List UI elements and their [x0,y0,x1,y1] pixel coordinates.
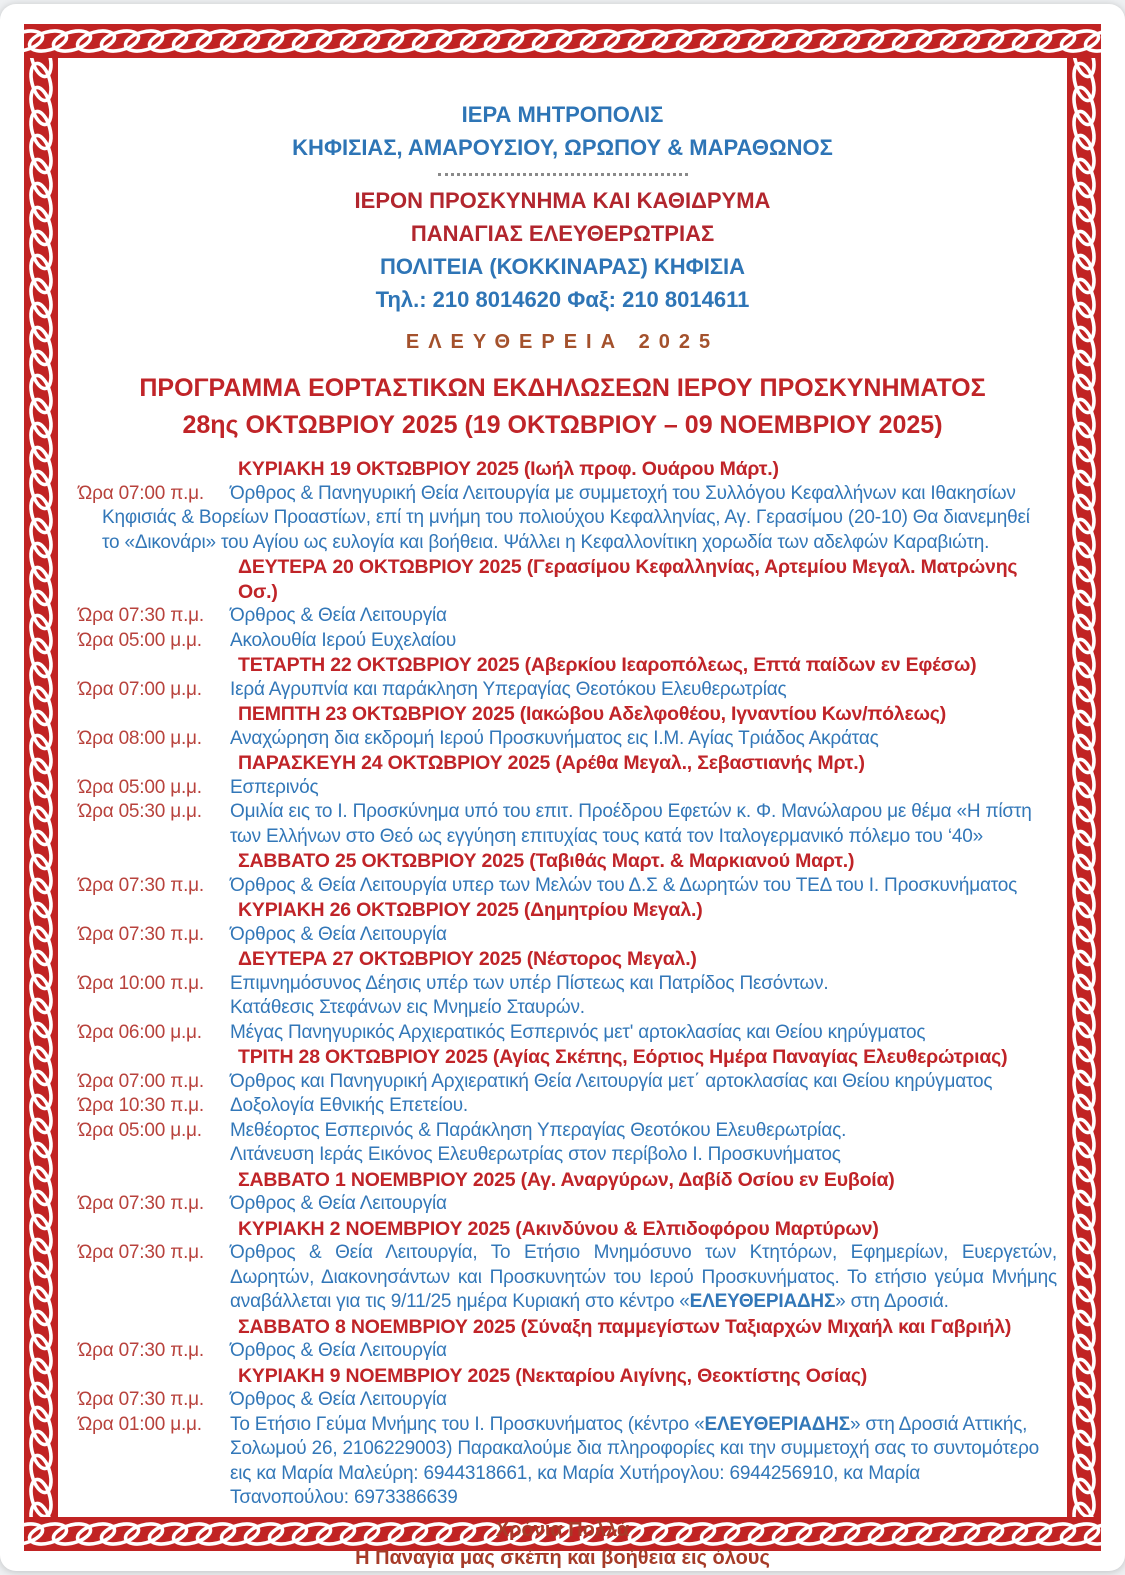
entry-time-label: Ώρα 07:30 π.μ. [78,605,205,626]
entry-line [230,678,1057,703]
event-year-title: ΕΛΕΥΘΕΡΕΙΑ 2025 [405,331,720,353]
dotted-divider [438,173,688,176]
schedule-entry [78,1094,1057,1119]
entry-line [230,1290,1057,1315]
schedule-entry [78,629,1057,654]
schedule-entry [78,1413,1057,1511]
entry-time-label: Ώρα 07:30 π.μ. [78,1389,205,1410]
schedule-entry [78,1119,1057,1168]
entry-time-label: Ώρα 07:30 π.μ. [78,1193,205,1214]
entry-time-label: Ώρα 05:30 μ.μ. [78,801,202,822]
schedule-day-header: ΚΥΡΙΑΚΗ 26 ΟΚΤΩΒΡΙΟΥ 2025 (Δημητρίου Μεγαλ.) [238,899,703,921]
entry-time-label: Ώρα 06:00 μ.μ. [78,1021,202,1043]
entry-time-label: Ώρα 05:00 μ.μ. [78,629,202,651]
entry-line [230,1388,1057,1413]
entry-line-text: Λιτάνευση Ιεράς Εικόνος Ελευθερωτρίας στον περίβολο Ι. Προσκυνήματος [230,1144,841,1165]
entry-line [230,996,1057,1021]
entry-time-label: Ώρα 07:30 π.μ. [78,1242,205,1263]
schedule-day-header: ΣΑΒΒΑΤΟ 25 ΟΚΤΩΒΡΙΟΥ 2025 (Ταβιθάς Μαρτ. & Μαρκιανού Μαρτ.) [238,850,855,872]
entry-line [230,1192,1057,1217]
entry-line-text: » στη Δροσιά Αττικής, [849,1413,1028,1435]
entry-time-label: Ώρα 10:30 π.μ. [78,1095,205,1116]
entry-time-label: Ώρα 05:00 μ.μ. [78,776,202,798]
program-title-line1: ΠΡΟΓΡΑΜΜΑ ΕΟΡΤΑΣΤΙΚΩΝ ΕΚΔΗΛΩΣΕΩΝ ΙΕΡΟΥ ΠΡΟΣΚΥΝΗΜΑΤΟΣ [139,374,986,402]
entry-line-text: Τσανοπούλου: 6973386639 [230,1487,458,1508]
schedule-entry [78,1388,1057,1413]
metropolis-subtitle: ΚΗΦΙΣΙΑΣ, ΑΜΑΡΟΥΣΙΟΥ, ΩΡΩΠΟΥ & ΜΑΡΑΘΩΝΟΣ [292,135,833,160]
entry-line [78,506,1057,531]
entry-time-label: Ώρα 05:00 μ.μ. [78,1119,202,1141]
schedule-entry [78,482,1057,556]
schedule-entry [78,800,1057,849]
schedule-day-header: ΤΕΤΑΡΤΗ 22 ΟΚΤΩΒΡΙΟΥ 2025 (Αβερκίου Ιεαροπόλεως, Επτά παίδων εν Εφέσω) [238,654,977,676]
contact-info: Τηλ.: 210 8014620 Φαξ: 210 8014611 [375,287,750,312]
footer-wish-line2: Η Παναγία μας σκέπη και βοήθεια εις όλους [355,1546,770,1569]
highlighted-venue-name: ΕΛΕΥΘΕΡΙΑΔΗΣ [704,1413,850,1435]
schedule-day-header: ΚΥΡΙΑΚΗ 2 ΝΟΕΜΒΡΙΟΥ 2025 (Ακινδύνου & Ελπιδοφόρου Μαρτύρων) [238,1217,879,1240]
shrine-location: ΠΟΛΙΤΕΙΑ (ΚΟΚΚΙΝΑΡΑΣ) ΚΗΦΙΣΙΑ [379,254,746,279]
schedule-entry [78,604,1057,629]
entry-line [230,1413,1057,1438]
entry-line [230,1266,1057,1291]
entry-time-label: Ώρα 07:30 π.μ. [78,874,205,896]
entry-line-text: Όρθρος & Θεία Λειτουργία [230,923,447,945]
entry-time-label: Ώρα 10:00 π.μ. [78,972,205,994]
entry-line-text: Όρθρος & Πανηγυρική Θεία Λειτουργία με συμμετοχή του Συλλόγου Κεφαλλήνων και Ιθακησίων [230,482,1016,504]
entry-line [230,923,1057,948]
entry-line [230,482,1057,507]
schedule-entry [78,776,1057,801]
entry-line [230,800,1057,825]
entry-line-text: αναβάλλεται για τις 9/11/25 ημέρα Κυριακή στο κέντρο « [230,1291,690,1312]
schedule-entry [78,972,1057,1021]
entry-line-text: Όρθρος & Θεία Λειτουργία [230,1340,447,1361]
entry-line [230,1437,1057,1462]
metropolis-title: ΙΕΡΑ ΜΗΤΡΟΠΟΛΙΣ [461,102,664,127]
entry-line [230,1241,1057,1266]
schedule-day-header: ΤΡΙΤΗ 28 ΟΚΤΩΒΡΙΟΥ 2025 (Αγίας Σκέπης, Εόρτιος Ημέρα Παναγίας Ελευθερώτριας) [238,1046,1008,1068]
entry-line-text: Αναχώρηση δια εκδρομή Ιερού Προσκυνήματος εις Ι.Μ. Αγίας Τριάδος Ακράτας [230,727,879,749]
entry-line-text: Κατάθεσις Στεφάνων εις Μνημείο Σταυρών. [230,997,585,1018]
schedule-day-header: ΚΥΡΙΑΚΗ 9 ΝΟΕΜΒΡΙΟΥ 2025 (Νεκταρίου Αιγίνης, Θεοκτίστης Οσίας) [238,1364,868,1387]
entry-line [230,604,1057,629]
shrine-title: ΙΕΡΟΝ ΠΡΟΣΚΥΝΗΜΑ ΚΑΙ ΚΑΘΙΔΡΥΜΑ [354,188,771,213]
knot-border-left [24,58,58,1517]
schedule-day-header: ΔΕΥΤΕΡΑ 27 ΟΚΤΩΒΡΙΟΥ 2025 (Νέστορος Μεγαλ.) [238,948,697,970]
schedule-day-header: ΣΑΒΒΑΤΟ 1 ΝΟΕΜΒΡΙΟΥ 2025 (Αγ. Αναργύρων, Δαβίδ Οσίου εν Ευβοία) [238,1168,895,1191]
entry-time-label: Ώρα 08:00 μ.μ. [78,727,202,749]
entry-line-text: Δωρητών, Διακονησάντων και Προσκυνητών του Ιερού Προσκυνήματος. Το ετήσιο γεύμα Μνήμης [230,1266,1057,1288]
entry-line-text: των Ελλήνων στο Θεό ως εγγύηση επιτυχίας τους κατά τον Ιταλογερμανικό πόλεμο του ‘40» [230,825,983,847]
schedule-day-header: ΠΕΜΠΤΗ 23 ΟΚΤΩΒΡΙΟΥ 2025 (Ιακώβου Αδελφοθέου, Ιγναντίου Κων/πόλεως) [238,703,947,725]
entry-time-label: Ώρα 01:00 μ.μ. [78,1413,202,1435]
entry-time-label: Ώρα 07:00 π.μ. [78,482,205,504]
schedule-entry [78,678,1057,703]
entry-line-text: Δοξολογία Εθνικής Επετείου. [230,1095,468,1116]
knot-border-top [24,24,1101,58]
schedule-entry [78,1021,1057,1046]
entry-line-text: Επιμνημόσυνος Δέησις υπέρ των υπέρ Πίστεως και Πατρίδος Πεσόντων. [230,972,829,994]
entry-time-label: Ώρα 07:30 π.μ. [78,923,205,945]
entry-line-text: Όρθρος & Θεία Λειτουργία υπερ των Μελών του Δ.Σ & Δωρητών του ΤΕΔ του Ι. Προσκυνήματος [230,874,1018,896]
entry-line [230,776,1057,801]
entry-line-text: εις κα Μαρία Μαλεύρη: 6944318661, κα Μαρία Χυτήρογλου: 6944256910, κα Μαρία [230,1462,921,1484]
entry-line-text: » στη Δροσιά. [835,1291,949,1312]
entry-line [230,1021,1057,1046]
entry-line-text: Ομιλία εις το Ι. Προσκύνημα υπό του επιτ. Προέδρου Εφετών κ. Φ. Μανώλαρου με θέμα «Η πίστη [230,801,1032,822]
entry-line [230,825,1057,850]
entry-line [230,1462,1057,1487]
knot-border-right [1067,58,1101,1517]
entry-line [230,1119,1057,1144]
highlighted-venue-name: ΕΛΕΥΘΕΡΙΑΔΗΣ [689,1291,836,1312]
entry-line [230,972,1057,997]
entry-line [230,1070,1057,1095]
flyer-page [0,4,1125,1571]
entry-line-text: Εσπερινός [230,776,319,798]
entry-line-text: Όρθρος & Θεία Λειτουργία [230,1193,447,1214]
entry-line-text: Μέγας Πανηγυρικός Αρχιερατικός Εσπερινός μετ' αρτοκλασίας και Θείου κηρύγματος [230,1021,926,1043]
program-title-line2: 28ης ΟΚΤΩΒΡΙΟΥ 2025 (19 ΟΚΤΩΒΡΙΟΥ – 09 ΝΟΕΜΒΡΙΟΥ 2025) [182,411,943,439]
schedule-entry [78,1339,1057,1364]
entry-line-text: Ακολουθία Ιερού Ευχελαίου [230,629,457,651]
entry-line [230,727,1057,752]
entry-line-text: το «Δικονάρι» του Αγίου ως ευλογία και βοήθεια. Ψάλλει η Κεφαλλονίτικη χορωδία των αδελφών Καραβιώτη. [102,531,990,553]
entry-line-text: Όρθρος & Θεία Λειτουργία [230,1389,447,1410]
entry-line-text: Ιερά Αγρυπνία και παράκληση Υπεραγίας Θεοτόκου Ελευθερωτρίας [230,678,787,700]
entry-line [230,1486,1057,1511]
schedule-entry [78,1192,1057,1217]
schedule-entry [78,727,1057,752]
entry-line-text: Κηφισιάς & Βορείων Προαστίων, επί τη μνήμη του πολιούχου Κεφαλληνίας, Αγ. Γερασίμου (20-10) Θα διανεμηθεί [102,507,1030,528]
entry-line-text: Σολωμού 26, 2106229003) Παρακαλούμε δια πληροφορίες και την συμμετοχή σας το συντομότερο [230,1438,1040,1459]
schedule [68,457,1057,1511]
entry-line [230,874,1057,899]
entry-line [230,629,1057,654]
shrine-name: ΠΑΝΑΓΙΑΣ ΕΛΕΥΘΕΡΩΤΡΙΑΣ [410,221,715,246]
schedule-day-header: ΣΑΒΒΑΤΟ 8 ΝΟΕΜΒΡΙΟΥ 2025 (Σύναξη παμμεγίστων Ταξιαρχών Μιχαήλ και Γαβριήλ) [238,1315,1012,1338]
entry-line-text: Το Ετήσιο Γεύμα Μνήμης του Ι. Προσκυνήματος (κέντρο « [230,1413,705,1435]
schedule-entry [78,874,1057,899]
entry-line-text: Όρθρος και Πανηγυρική Αρχιερατική Θεία Λειτουργία μετ΄ αρτοκλασίας και Θείου κηρύγματος [230,1070,993,1092]
entry-line-text: Όρθρος & Θεία Λειτουργία [230,605,447,626]
entry-time-label: Ώρα 07:00 μ.μ. [78,678,202,700]
schedule-entry [78,1070,1057,1095]
schedule-entry [78,1241,1057,1315]
entry-line [230,1339,1057,1364]
flyer-content [58,58,1067,1569]
entry-line [230,1094,1057,1119]
footer-wish-line1: Χρόνια Πολλά [495,1518,630,1541]
schedule-entry [78,923,1057,948]
entry-time-label: Ώρα 07:00 π.μ. [78,1070,205,1092]
schedule-day-header: ΔΕΥΤΕΡΑ 20 ΟΚΤΩΒΡΙΟΥ 2025 (Γερασίμου Κεφαλληνίας, Αρτεμίου Μεγαλ. Ματρώνης Οσ.) [238,556,1018,603]
entry-line [230,1143,1057,1168]
schedule-day-header: ΠΑΡΑΣΚΕΥΗ 24 ΟΚΤΩΒΡΙΟΥ 2025 (Αρέθα Μεγαλ., Σεβαστιανής Μρτ.) [238,752,865,774]
entry-time-label: Ώρα 07:30 π.μ. [78,1340,205,1361]
entry-line-text: Όρθρος & Θεία Λειτουργία, Το Ετήσιο Μνημόσυνο των Κτητόρων, Εφημερίων, Ευεργετών, [230,1242,1057,1263]
schedule-day-header: ΚΥΡΙΑΚΗ 19 ΟΚΤΩΒΡΙΟΥ 2025 (Ιωήλ προφ. Ουάρου Μάρτ.) [238,458,779,480]
entry-line-text: Μεθέορτος Εσπερινός & Παράκληση Υπεραγίας Θεοτόκου Ελευθερωτρίας. [230,1119,847,1141]
entry-line [78,531,1057,556]
